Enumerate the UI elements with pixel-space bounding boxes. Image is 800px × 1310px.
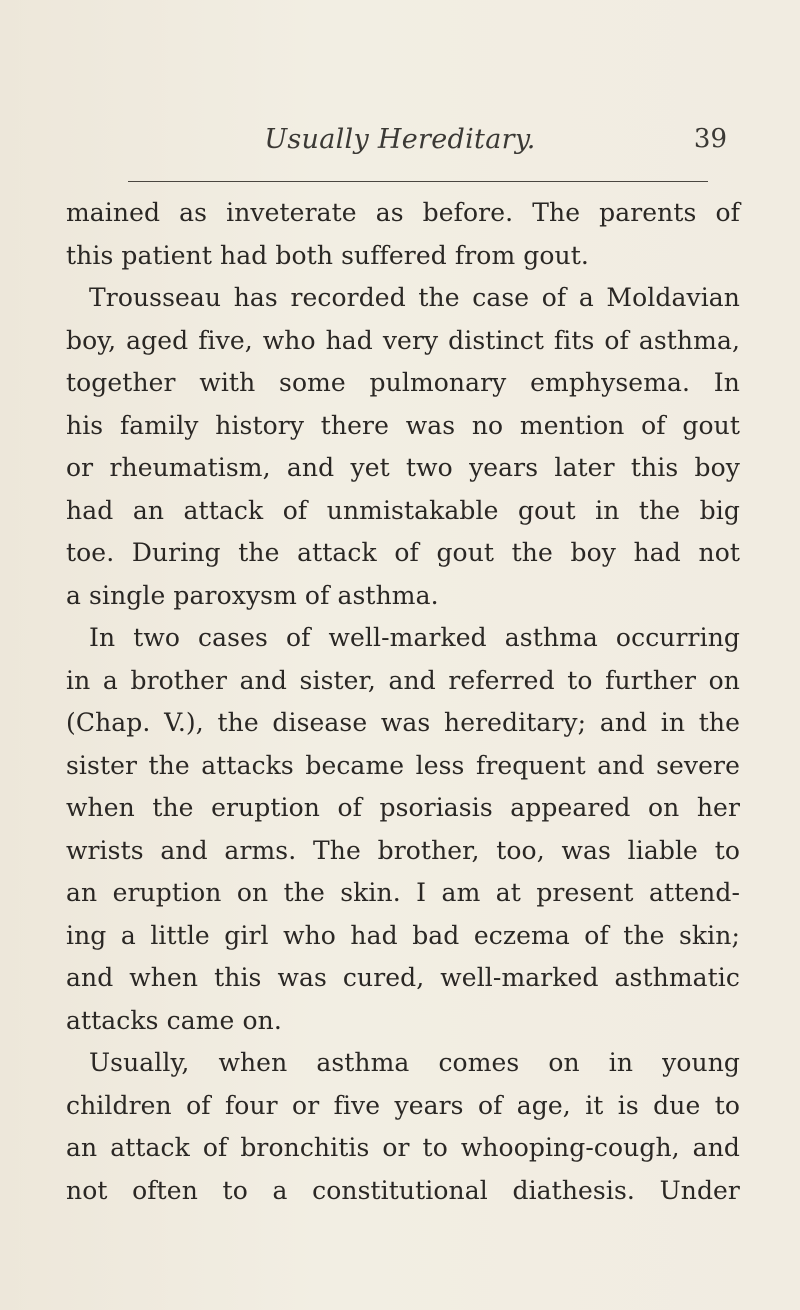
text-line: ing a little girl who had bad eczema of the skin; — [66, 920, 740, 950]
text-line: attacks came on. — [66, 1005, 282, 1035]
text-line: an eruption on the skin. I am at present attend- — [66, 878, 740, 907]
text-line: his family history there was no mention of gout — [66, 410, 740, 440]
text-line: when the eruption of psoriasis appeared on her — [66, 793, 740, 822]
running-title: Usually Hereditary. — [264, 124, 536, 155]
text-line: or rheumatism, and yet two years later this boy — [66, 453, 740, 482]
text-line: a single paroxysm of asthma. — [66, 580, 439, 610]
text-line: Usually, when asthma comes on in young — [89, 1048, 740, 1077]
text-line: boy, aged five, who had very distinct fits of asthma, — [66, 325, 740, 355]
text-line: in a brother and sister, and referred to further on — [66, 665, 740, 695]
text-line: an attack of bronchitis or to whooping-cough, and — [66, 1133, 740, 1162]
body-text — [66, 192, 740, 1212]
header-rule — [128, 181, 708, 182]
running-head — [0, 124, 800, 164]
text-line: not often to a constitutional diathesis. Under — [66, 1175, 740, 1205]
text-line: wrists and arms. The brother, too, was liable to — [66, 835, 740, 865]
text-line: Trousseau has recorded the case of a Moldavian — [89, 283, 740, 312]
text-line: sister the attacks became less frequent and severe — [66, 750, 740, 780]
text-line: this patient had both suffered from gout. — [66, 240, 589, 270]
text-line: mained as inveterate as before. The parents of — [66, 198, 740, 227]
text-line: In two cases of well-marked asthma occurring — [89, 623, 740, 652]
text-line: had an attack of unmistakable gout in the big — [66, 495, 740, 525]
text-line: (Chap. V.), the disease was hereditary; and in the — [66, 708, 740, 737]
text-line: and when this was cured, well-marked asthmatic — [66, 963, 740, 992]
text-line: children of four or five years of age, it is due to — [66, 1090, 740, 1120]
page-number: 39 — [693, 124, 727, 154]
text-line: toe. During the attack of gout the boy had not — [66, 538, 740, 567]
text-line: together with some pulmonary emphysema. In — [66, 368, 740, 397]
